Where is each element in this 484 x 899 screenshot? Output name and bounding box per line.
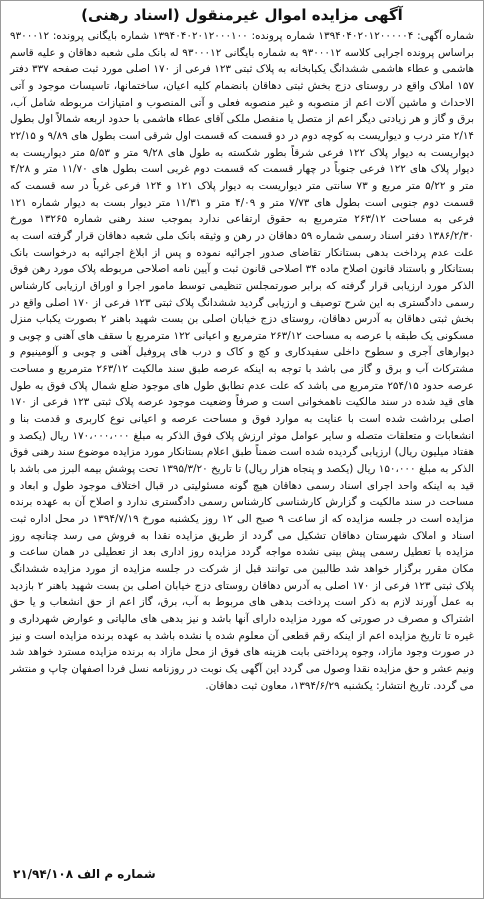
notice-title: آگهی مزایده اموال غیرمنقول (اسناد رهنی) — [81, 6, 403, 24]
notice-body-text: شماره آگهی: ۱۳۹۴۰۴۰۲۰۱۲۰۰۰۰۰۴ شماره پرونده: ۱۳۹۴۰۴۰۲۰۱۲۰۰۰۱۰۰ شماره بایگانی پرونده: ۹۳۰۰۰۱۲ براساس پرونده اجرایی کلاسه ۹۳۰۰۰۱۲ به شماره بایگانی ۹۳۰۰۰۱۲ له بانک ملی شعبه دهاقان و علیه قاسم هاشمی و عطاء هاشمی ششدانگ یکبابخانه به پلاک ثبتی ۱۲۳ فرعی از ۱۷۰ اصلی مورد ثبت صفحه ۳۳۷ دفتر ۱۵۷ املاک واقع در روستای دزج بخش ثبتی دهاقان بانضمام کلیه اعیان، ساختمانها، تاسیسات موجود و آتی الاحداث و ماشین آلات اعم از منصوبه و غیر منصوبه فعلی و آتی المنصوب و امتیازات مربوطه شامل آب، برق و گاز و هر زیادتی دیگر اعم از متصل یا منفصل ملکی آقای عطاء هاشمی با حدود اربعه شمالاً اول بطول ۲/۱۴ متر درب و دیواریست به کوچه دوم در دو قسمت که قسمت اول شرقی است بطول های ۹/۸۹ و ۲۲/۱۵ دیواریست به دیوار پلاک ۱۲۲ فرعی شرقاً بطور شکسته به طول های ۹/۲۸ متر و ۵/۵۳ متر دیواریست به دیوار پلاک های ۱۲۲ فرعی جنوباً در چهار قسمت که قسمت دوم غربی است بطول های ۱۱/۷۰ متر و ۴/۲۸ متر و ۵/۲۲ متر مربع و ۷۳ سانتی متر دیواریست به دیوار پلاک ۱۲۱ و ۱۲۴ فرعی غرباً در سه قسمت که قسمت دوم جنوبی است بطول های ۷/۷۳ متر و ۴/۰۹ متر و ۱۱/۳۱ متر دیوار بست به دیوار شماره ۱۲۱ فرعی به مساحت ۲۶۳/۱۲ مترمربع به حقوق ارتفاعی ندارد بموجب سند رهنی شماره ۱۳۲۶۵ مورخ ۱۳۸۶/۲/۳۰ دفتر اسناد رسمی شماره ۵۹ دهاقان در رهن و وثیقه بانک ملی شعبه دهاقان قرار گرفته است به علت عدم پرداخت بدهی بستانکار تقاضای صدور اجرائیه نموده و پس از ابلاغ اجرائیه به درخواست بانک بستانکار و باستناد قانون اصلاح ماده ۳۴ اصلاحی قانون ثبت و آیین نامه اصلاحی مربوطه پلاک مورد رهن فوق الذکر مورد ارزیابی قرار گرفته که برابر صورتمجلس تنظیمی توسط مامور اجرا و اوراق ارزیابی کارشناس رسمی دادگستری به این شرح توصیف و ارزیابی گردید ششدانگ پلاک ثبتی ۱۲۳ فرعی از ۱۷۰ اصلی واقع در بخش ثبتی دهاقان به آدرس دهاقان، روستای دزج خیابان اصلی بن بست شهید باهنر ۲ بصورت یکباب منزل مسکونی یک طبقه با عرصه به مساحت ۲۶۳/۱۲ مترمربع و اعیانی ۱۲۲ مترمربع با سقف های آهنی و چوبی و دیوارهای آجری و سطوح داخلی سفیدکاری و کچ و کاک و درب های پروفیل آهنی و چوبی و آلومینیوم و مشترکات آب و برق و گاز می باشد با توجه به اینکه عرصه طبق سند مالکیت ۲۶۳/۱۲ مترمربع و مساحت عرصه حدود ۲۵۴/۱۵ مترمربع می باشد که علت عدم تطابق طول های موجود ضلع شمال پلاک فوق به طول های قید شده در سند مالکیت ناهمخوانی است و صرفاً وضعیت موجود عرصه پلاک ثبتی ۱۲۳ فرعی از ۱۷۰ اصلی برداشت شده است با عنایت به موارد فوق و مساحت عرصه و اعیانی نوع کاربری و قدمت بنا و انشعابات و متعلقات متصله و سایر عوامل موثر ارزش پلاک فوق الذکر به مبلغ ۱۷۰،۰۰۰،۰۰۰ ریال (یکصد و هفتاد میلیون ریال) ارزیابی گردیده شده است ضمناً طبق اعلام بستانکار مورد مزایده موضوع سند رهنی فوق الذکر به مبلغ ۱۵۰،۰۰۰ ریال (یکصد و پنجاه هزار ریال) تا تاریخ ۱۳۹۵/۳/۲۰ تحت پوشش بیمه البرز می باشد با قید به اینکه واحد اجرای اسناد رسمی دهاقان هیچ گونه مسئولیتی در قبال اختلاف موجود طول و ابعاد و مساحت در سند مالکیت و گزارش کارشناسی کارشناس رسمی دادگستری ندارد و اصلاح آن به عهده برنده مزایده است در جلسه مزایده که از ساعت ۹ صبح الی ۱۲ روز یکشنبه مورخ ۱۳۹۴/۷/۱۹ در محل اداره ثبت اسناد و املاک شهرستان دهاقان تشکیل می گردد از طریق مزایده نقدا به فروش می رسد چنانچه روز مزایده با تعطیل رسمی پیش بینی نشده مواجه گردد مزایده روز اداری بعد از تعطیلی در همان ساعت و مکان مقرر برگزار خواهد شد طالبین می توانند قبل از شرکت در جلسه مزایده از مورد مزایده ششدانگ پلاک ثبتی ۱۲۳ فرعی از ۱۷۰ اصلی به آدرس دهاقان روستای دزج خیابان اصلی بن بست شهید باهنر ۲ بازدید به عمل آورند لازم به ذکر است پرداخت بدهی های مربوط به آب، برق، گاز اعم از حق انشعاب و یا حق اشتراک و مصرف در صورتی که مورد مزایده دارای آنها باشد و نیز بدهی های مالیاتی و عوارض شهرداری و غیره تا تاریخ مزایده اعم از اینکه رقم قطعی آن معلوم شده یا نشده باشد به عهده برنده مزایده است و نیز در صورت وجود مازاد، وجوه پرداختی بابت هزینه های فوق از محل مازاد به برنده مزایده مسترد خواهد شد ونیم عشر و حق مزایده نقدا وصول می گردد این آگهی یک نوبت در روزنامه نسل فردا اصفهان چاپ و منتشر می گردد. تاریخ انتشار: یکشنبه ۱۳۹۴/۶/۲۹، معاون ثبت دهاقان. — [10, 30, 475, 692]
notice-body — [10, 28, 474, 694]
notice-reference-number: شماره م الف ۲۱/۹۴/۱۰۸ — [13, 867, 156, 881]
